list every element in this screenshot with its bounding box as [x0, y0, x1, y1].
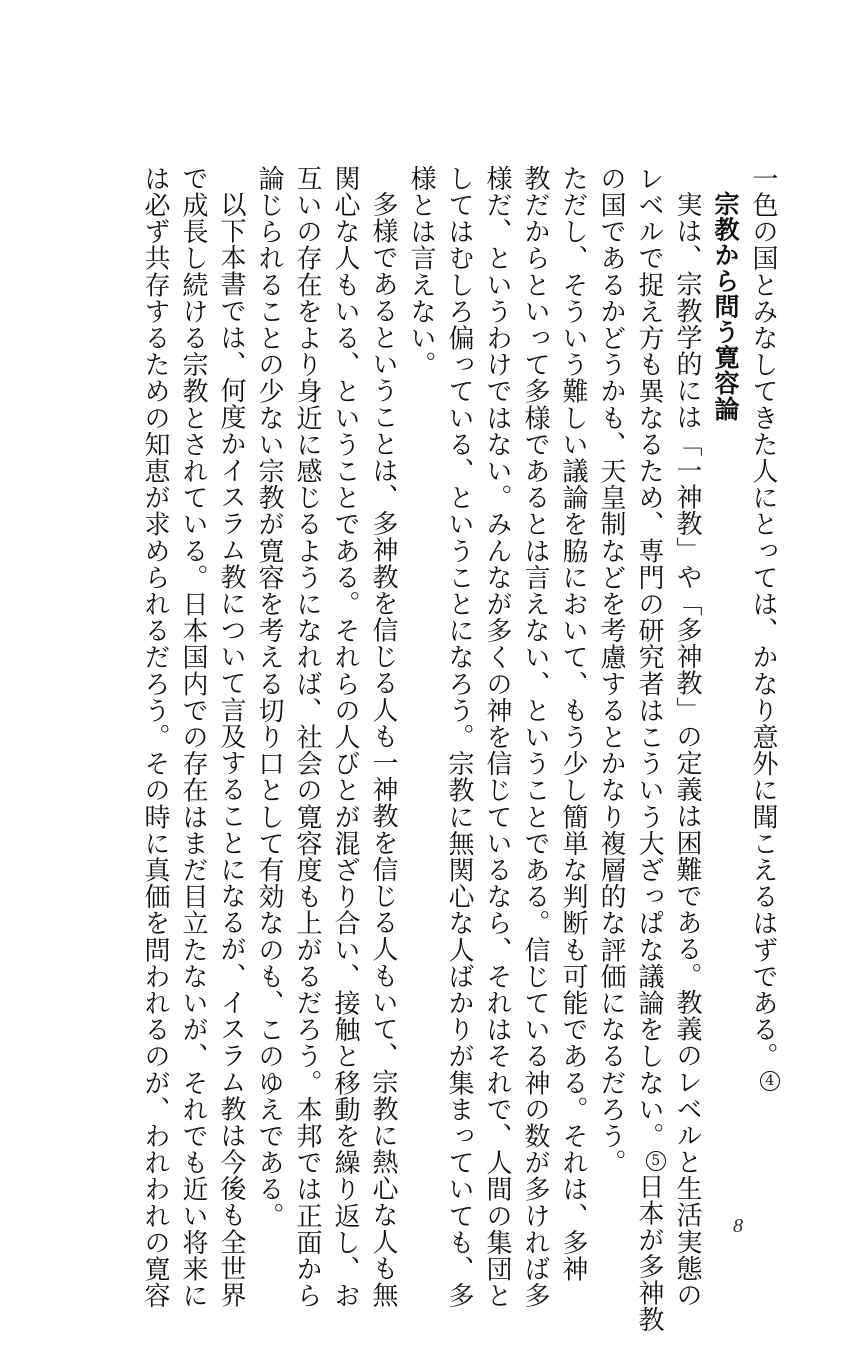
text-line-16: で成長し続ける宗教とされている。日本国内での存在はまだ目立たないが、それでも近い将来に [178, 165, 208, 1309]
text-line-3: 実は、宗教学的には「一神教」や「多神教」の定義は困難である。教義のレベルと生活実態の [672, 191, 702, 1309]
section-heading: 宗教から問う寛容論 [711, 191, 740, 422]
text-line-9: してはむしろ偏っている、ということになろう。宗教に無関心な人ばかりが集まっていても、多 [444, 165, 474, 1309]
footnote-marker-4[interactable]: 4 [760, 1071, 780, 1091]
text-line-5: の国であるかどうかも、天皇制などを考慮するとかなり複層的な評価になるだろう。 [596, 165, 626, 1176]
footnote-marker-5[interactable]: 5 [646, 1151, 666, 1171]
text-line-15: 以下本書では、何度かイスラム教について言及することになるが、イスラム教は今後も全世界 [216, 191, 246, 1309]
text-line-4: レベルで捉え方も異なるため、専門の研究者はこういう大ざっぱな議論をしない。5日本が多神教 [634, 165, 664, 1333]
text-line-10: 様とは言えない。 [406, 165, 436, 378]
text-line-1: 一色の国とみなしてきた人にとっては、かなり意外に聞こえるはずである。4 [748, 165, 778, 1090]
text-line-13: 互いの存在をより身近に感じるようになれば、社会の寛容度も上がるだろう。本邦では正面から [292, 165, 322, 1309]
text-line-17: は必ず共存するための知恵が求められるだろう。その時に真価を問われるのが、われわれの寛容 [140, 165, 170, 1309]
text-line-8: 様だ、というわけではない。みんなが多くの神を信じているなら、それはそれで、人間の集団と [482, 165, 512, 1309]
text-line-11: 多様であるということは、多神教を信じる人も一神教を信じる人もいて、宗教に熱心な人も無 [368, 191, 398, 1309]
text-line-14: 論じられることの少ない宗教が寛容を考える切り口として有効なのも、このゆえである。 [254, 165, 284, 1229]
text-line-12: 関心な人もいる、ということである。それらの人びとが混ざり合い、接触と移動を繰り返し、お [330, 165, 360, 1309]
page-number: 8 [733, 1215, 743, 1237]
text-line-6: ただし、そういう難しい議論を脇において、もう少し簡単な判断も可能である。それは、多神 [558, 165, 588, 1283]
vertical-text-body [136, 165, 782, 1333]
text-line-7: 教だからといって多様であるとは言えない、ということである。信じている神の数が多ければ多 [520, 165, 550, 1309]
